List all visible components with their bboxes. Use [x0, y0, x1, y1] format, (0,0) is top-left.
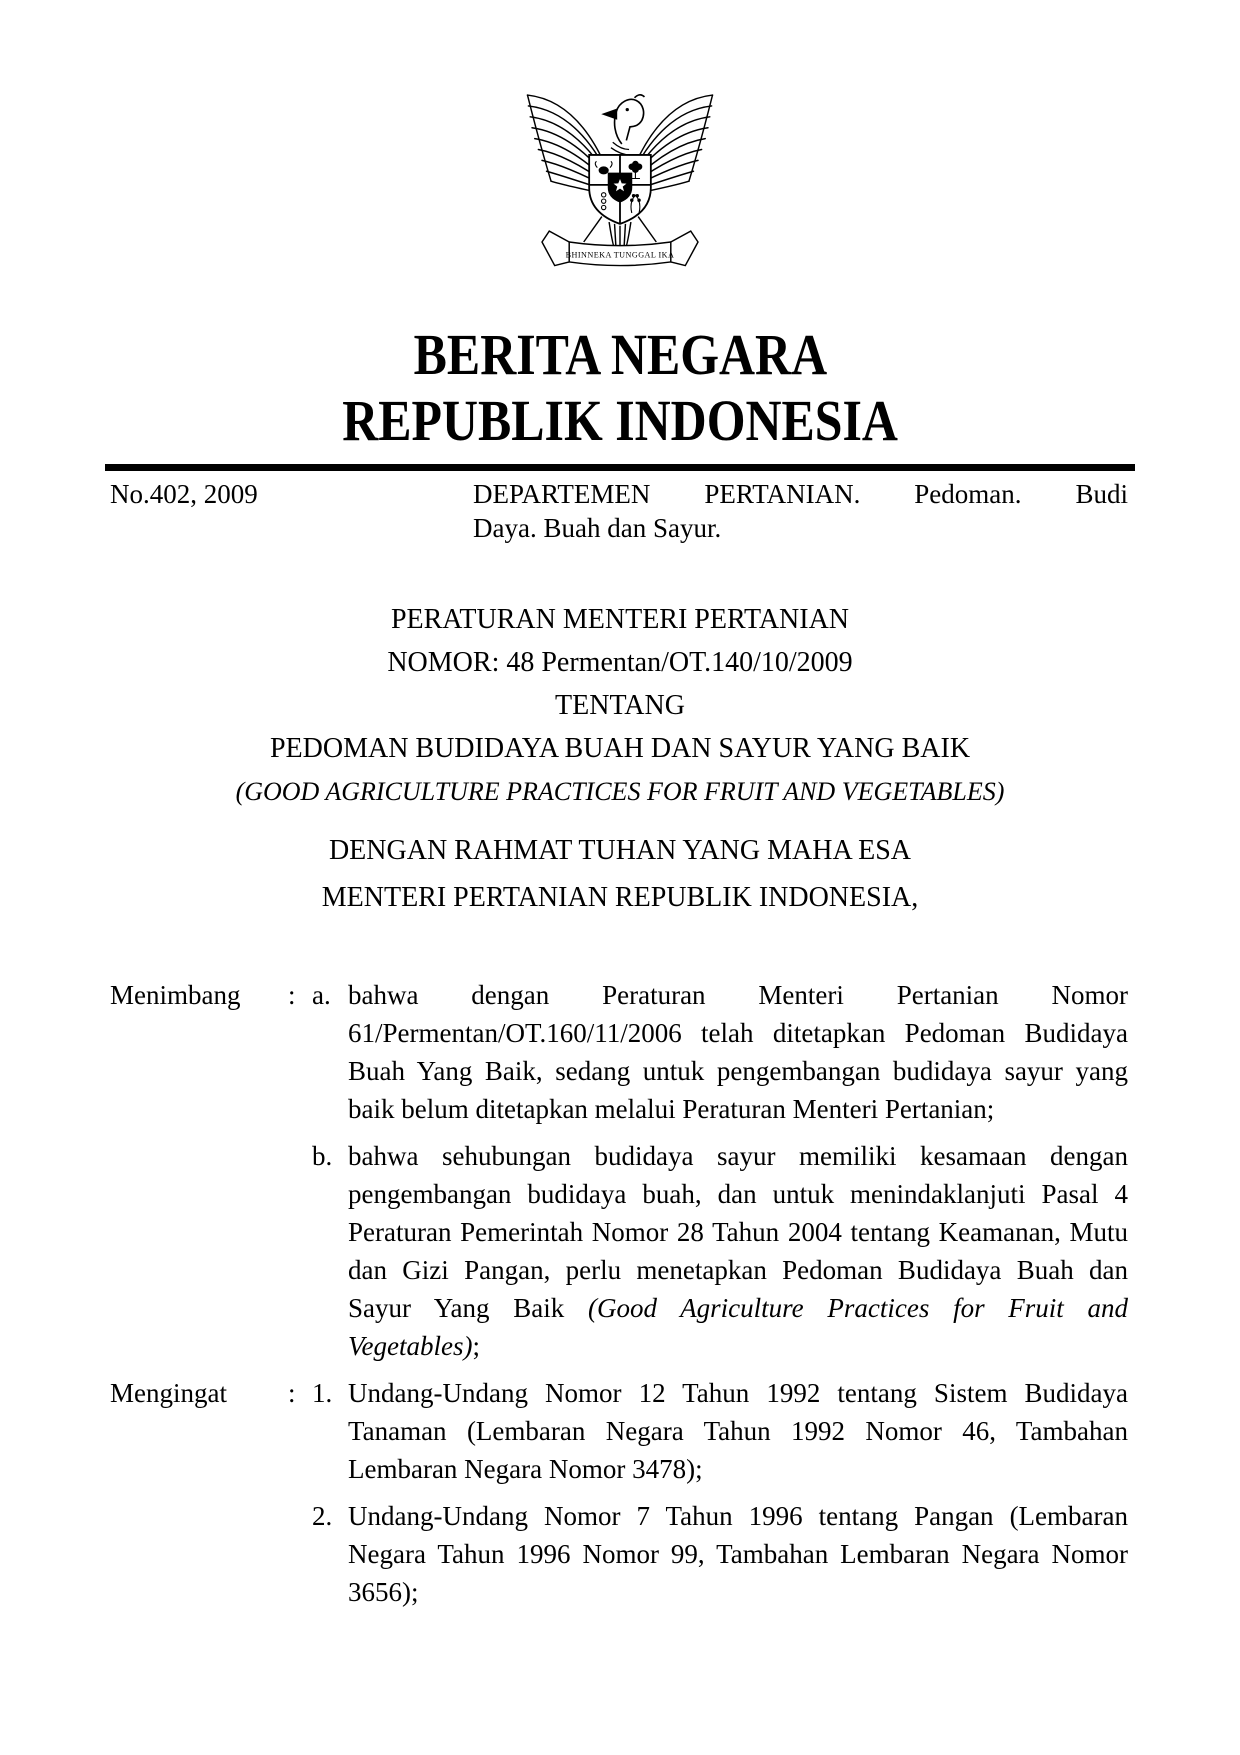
item-text: Undang-Undang Nomor 7 Tahun 1996 tentang Pangan (Lembaran Negara Tahun 1996 Nomor 99, Tambahan Lembaran Negara Nomor 3656); [348, 1501, 1128, 1607]
menimbang-colon: : [288, 980, 296, 1010]
issue-row [110, 477, 1128, 545]
regulation-tentang: TENTANG [555, 690, 685, 721]
menimbang-item-b [312, 1137, 1128, 1365]
garuda-emblem-svg [520, 86, 720, 281]
gazette-title-line1: BERITA NEGARA [413, 322, 827, 387]
gazette-title-line2: REPUBLIK INDONESIA [342, 388, 898, 453]
item-marker: 1. [312, 1378, 333, 1408]
masthead-rule [105, 464, 1135, 471]
regulation-subject-en: (GOOD AGRICULTURE PRACTICES FOR FRUIT AND VEGETABLES) [235, 777, 1005, 806]
regulation-number: NOMOR: 48 Permentan/OT.140/10/2009 [387, 647, 853, 678]
item-text: Undang-Undang Nomor 12 Tahun 1992 tentang Sistem Budidaya Tanaman (Lembaran Negara Tahun 1992 Nomor 46, Tambahan Lembaran Negara Nomor 3478); [348, 1378, 1128, 1484]
mengingat-item-2 [312, 1497, 1128, 1611]
clause-body [110, 976, 1128, 1620]
item-marker: b. [312, 1141, 333, 1171]
garuda-head [604, 95, 645, 155]
menimbang-section [110, 976, 1128, 1374]
issue-subject-line1: DEPARTEMEN PERTANIAN. Pedoman. Budi [473, 479, 1128, 509]
motto-text: BHINNEKA TUNGGAL IKA [565, 250, 675, 260]
issue-subject-line2: Daya. Buah dan Sayur. [473, 513, 722, 543]
invocation: DENGAN RAHMAT TUHAN YANG MAHA ESA [328, 835, 912, 866]
item-text [348, 1137, 1128, 1365]
issuing-authority: MENTERI PERTANIAN REPUBLIK INDONESIA, [321, 882, 919, 913]
item-text-italic: (Good Agriculture Practices for Fruit and Vegetables) [348, 1293, 1129, 1361]
mengingat-item-1 [312, 1374, 1128, 1488]
menimbang-item-a [312, 976, 1128, 1128]
regulation-title: PERATURAN MENTERI PERTANIAN [390, 604, 850, 635]
mengingat-section [110, 1374, 1128, 1620]
item-marker: 2. [312, 1501, 333, 1531]
regulation-subject-id: PEDOMAN BUDIDAYA BUAH DAN SAYUR YANG BAIK [269, 733, 971, 764]
mengingat-colon: : [288, 1378, 296, 1408]
item-marker: a. [312, 980, 331, 1010]
item-text-suffix: ; [472, 1331, 480, 1361]
item-text: bahwa dengan Peraturan Menteri Pertanian Nomor 61/Permentan/OT.160/11/2006 telah ditetapkan Pedoman Budidaya Buah Yang Baik, sedang untuk pengembangan budidaya sayur yang baik belum ditetapkan melalui Peraturan Menteri Pertanian; [348, 980, 1128, 1124]
pancasila-shield [589, 155, 651, 224]
issue-subject [473, 477, 1128, 545]
regulation-heading [0, 598, 1240, 919]
issue-number: No.402, 2009 [110, 479, 258, 509]
garuda-pancasila-emblem [520, 86, 720, 286]
menimbang-label: Menimbang [110, 980, 241, 1010]
gazette-masthead [0, 322, 1240, 454]
item-text-main: bahwa sehubungan budidaya sayur memiliki kesamaan dengan pengembangan budidaya buah, dan untuk menindaklanjuti Pasal 4 Peraturan Pemerintah Nomor 28 Tahun 2004 tentang Keamanan, Mutu dan Gizi Pangan, perlu menetapkan Pedoman Budidaya Buah dan Sayur Yang Baik [348, 1141, 1128, 1323]
mengingat-label: Mengingat [110, 1378, 227, 1408]
